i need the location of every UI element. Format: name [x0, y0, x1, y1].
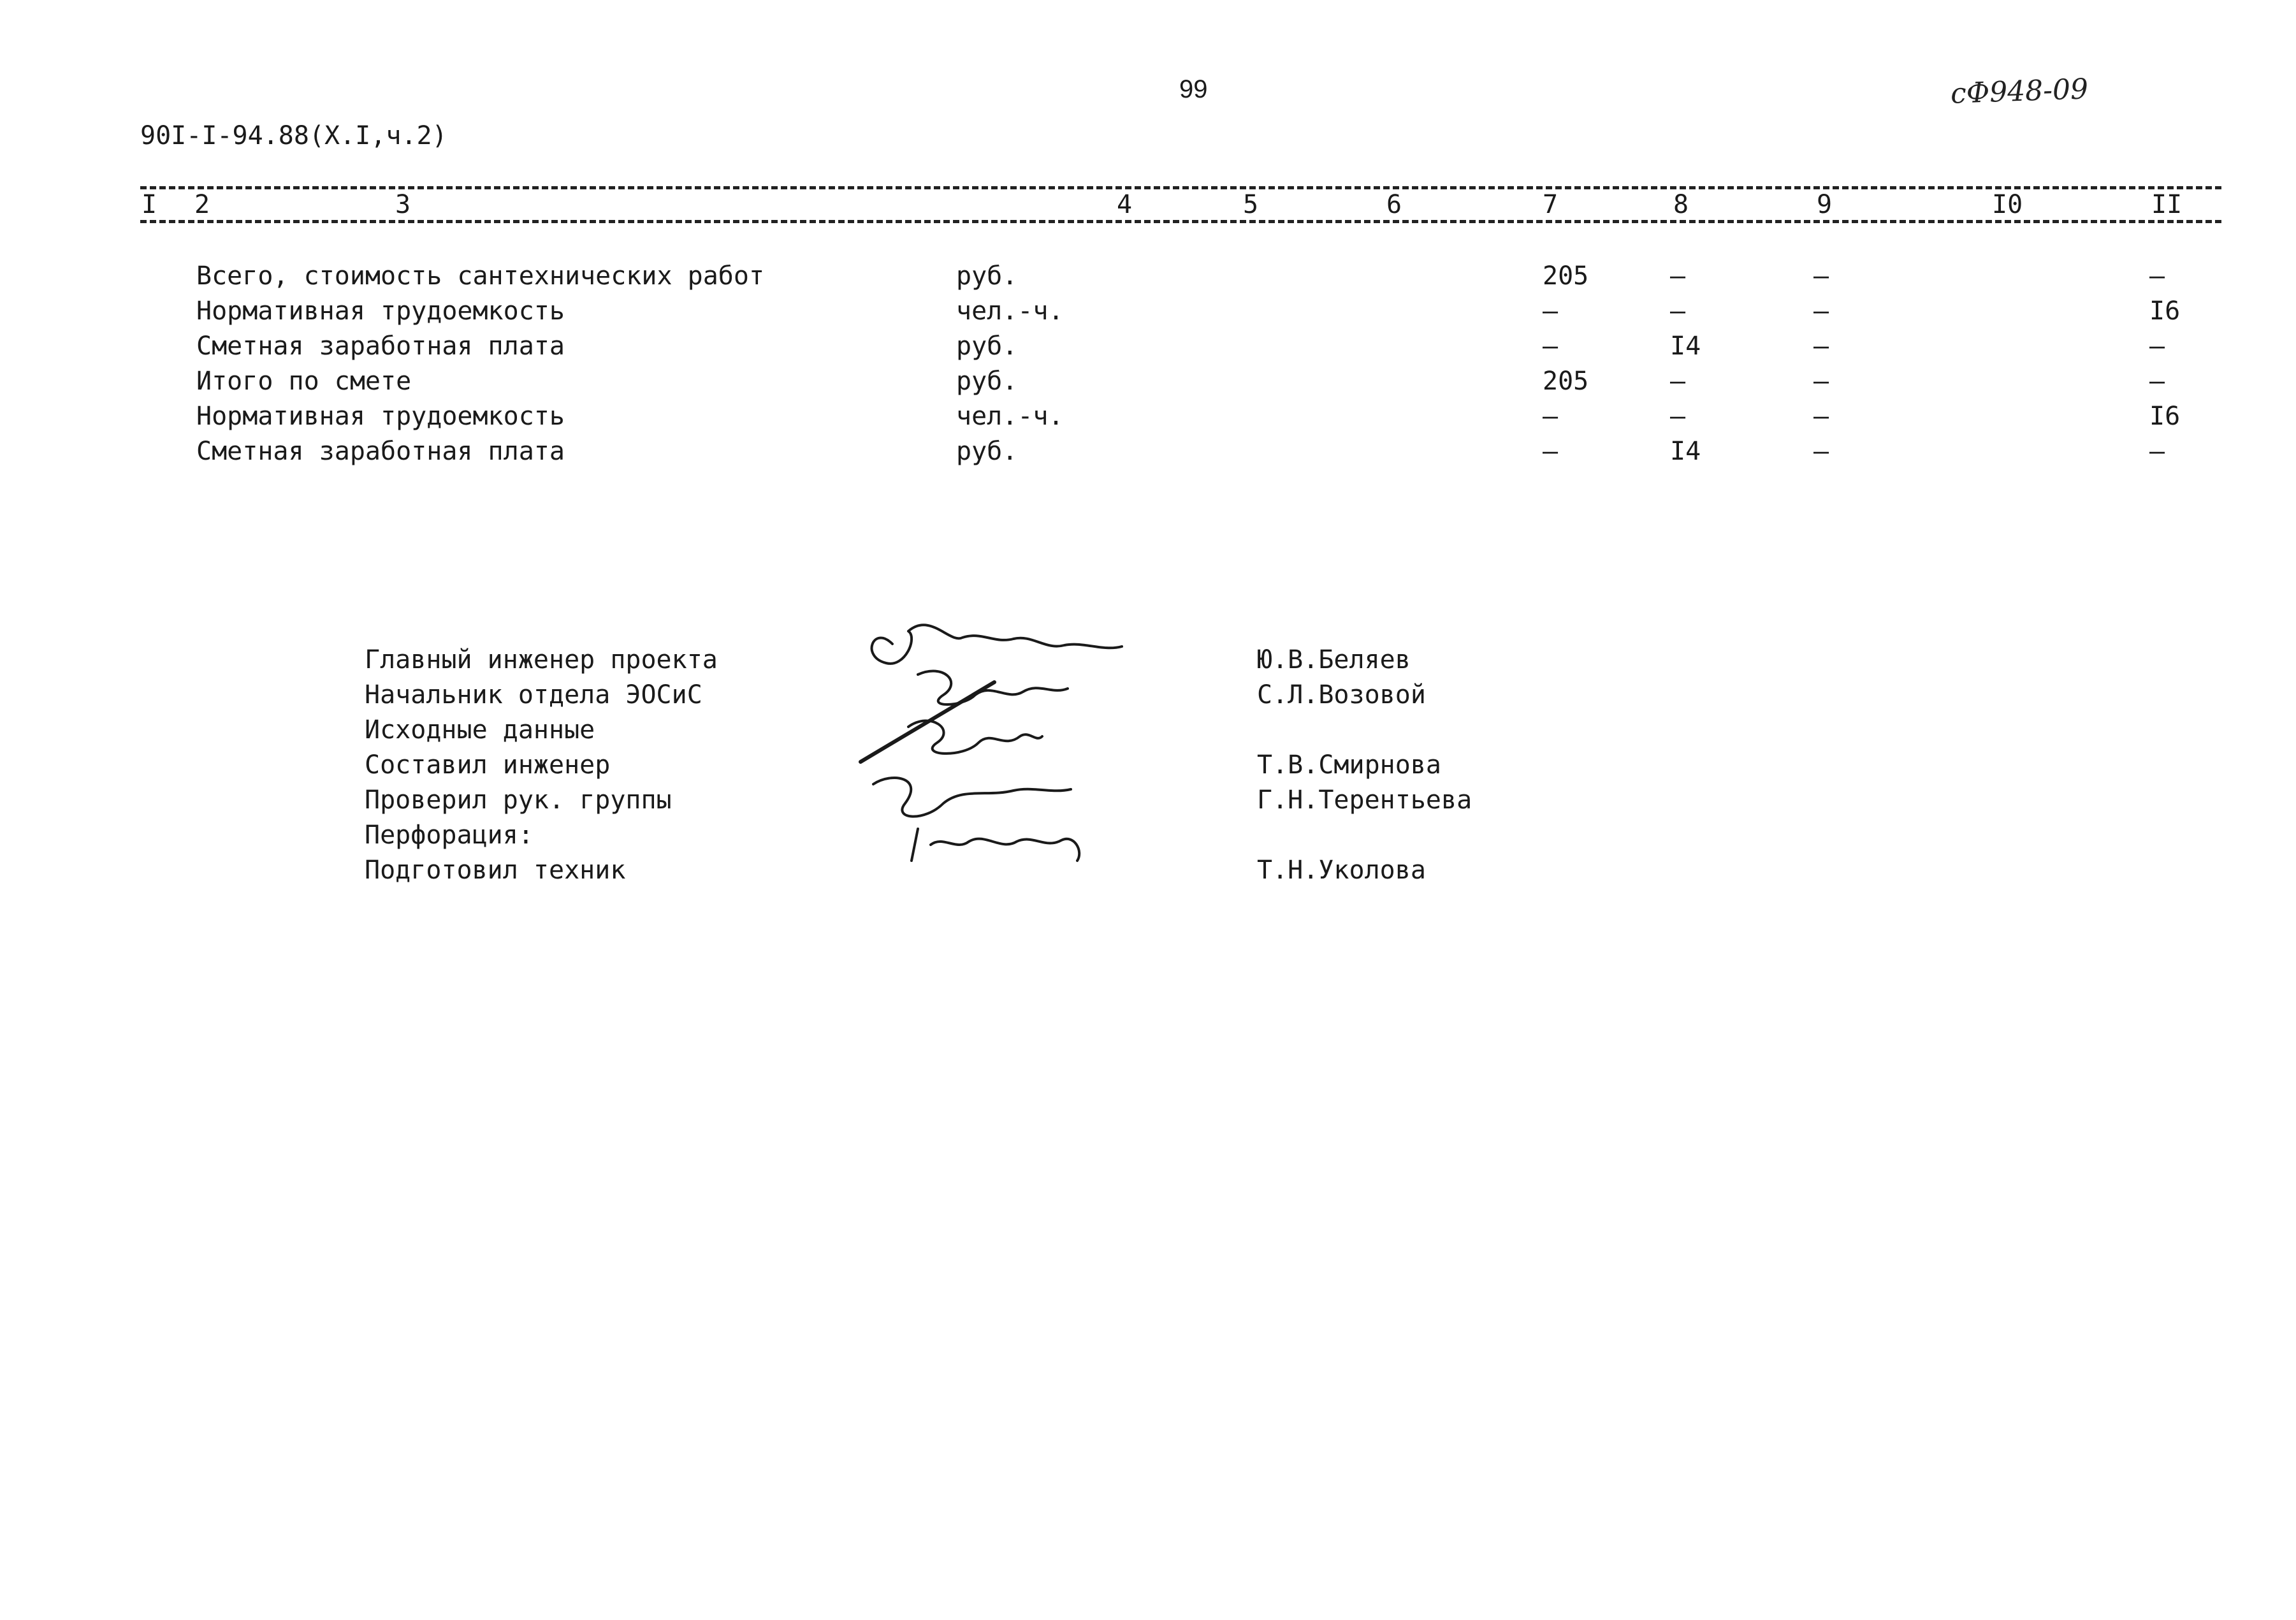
column-number: 5	[1243, 190, 1259, 219]
cell-col9: –	[1813, 367, 1829, 396]
cell-col9: –	[1813, 261, 1829, 291]
signature-initial-data	[908, 720, 1042, 753]
document-code: 90I-I-94.88(X.I,ч.2)	[140, 121, 447, 150]
signoff-names	[1257, 643, 1472, 888]
table-row	[0, 296, 2296, 328]
cell-col7: –	[1543, 296, 1559, 326]
row-label: Сметная заработная плата	[196, 332, 565, 361]
handwritten-signatures	[848, 599, 1179, 893]
cell-col7: –	[1543, 437, 1559, 466]
cell-col8: –	[1670, 261, 1686, 291]
signoff-roles	[365, 643, 718, 888]
person-name	[1257, 713, 1472, 748]
cell-col9: –	[1813, 402, 1829, 431]
column-number: 4	[1117, 190, 1133, 219]
cell-col7: 205	[1543, 261, 1589, 291]
person-name: Ю.В.Беляев	[1257, 645, 1411, 675]
signature-technician	[912, 829, 1079, 861]
cell-col8: –	[1670, 402, 1686, 431]
cell-col7: –	[1543, 332, 1559, 361]
row-unit: чел.-ч.	[956, 296, 1064, 326]
cell-col11: –	[2149, 332, 2165, 361]
person-name	[1257, 818, 1472, 853]
role-label: Исходные данные	[365, 715, 595, 745]
column-number: 8	[1673, 190, 1689, 219]
role-label: Перфорация:	[365, 821, 534, 850]
cell-col11: I6	[2149, 402, 2181, 431]
row-unit: руб.	[956, 332, 1018, 361]
table-row	[0, 402, 2296, 434]
archive-stamp: сФ948-09	[1950, 73, 2089, 110]
header-dash-top	[140, 186, 2221, 189]
signature-chief-engineer	[872, 625, 1122, 664]
row-unit: руб.	[956, 437, 1018, 466]
column-number: 7	[1543, 190, 1559, 219]
table-row	[0, 332, 2296, 363]
row-unit: чел.-ч.	[956, 402, 1064, 431]
signature-department-head	[918, 671, 1068, 704]
cell-col11: –	[2149, 437, 2165, 466]
row-label: Всего, стоимость сантехнических работ	[196, 261, 765, 291]
column-number: I	[142, 190, 157, 219]
column-number: 9	[1817, 190, 1833, 219]
cell-col8: I4	[1670, 332, 1701, 361]
column-number: II	[2151, 190, 2183, 219]
column-number: I0	[1992, 190, 2023, 219]
cell-col9: –	[1813, 296, 1829, 326]
row-unit: руб.	[956, 261, 1018, 291]
role-label: Подготовил техник	[365, 856, 626, 885]
row-label: Итого по смете	[196, 367, 412, 396]
cell-col8: –	[1670, 367, 1686, 396]
page-number: 99	[1179, 75, 1208, 103]
role-label: Начальник отдела ЭОСиС	[365, 680, 702, 710]
table-row	[0, 437, 2296, 469]
person-name: Т.В.Смирнова	[1257, 750, 1441, 780]
cell-col9: –	[1813, 332, 1829, 361]
row-label: Сметная заработная плата	[196, 437, 565, 466]
cell-col7: –	[1543, 402, 1559, 431]
cell-col8: I4	[1670, 437, 1701, 466]
cell-col7: 205	[1543, 367, 1589, 396]
person-name: С.Л.Возовой	[1257, 680, 1426, 710]
header-dash-bottom	[140, 220, 2221, 223]
role-label: Главный инженер проекта	[365, 645, 718, 675]
column-number: 6	[1386, 190, 1402, 219]
cell-col11: I6	[2149, 296, 2181, 326]
cell-col11: –	[2149, 367, 2165, 396]
column-number: 3	[395, 190, 411, 219]
cell-col11: –	[2149, 261, 2165, 291]
row-label: Нормативная трудоемкость	[196, 402, 565, 431]
role-label: Проверил рук. группы	[365, 785, 672, 815]
signature-checker	[873, 778, 1071, 817]
table-row	[0, 261, 2296, 293]
person-name: Г.Н.Терентьева	[1257, 785, 1472, 815]
row-label: Нормативная трудоемкость	[196, 296, 565, 326]
column-number: 2	[194, 190, 210, 219]
person-name: Т.Н.Уколова	[1257, 856, 1426, 885]
row-unit: руб.	[956, 367, 1018, 396]
role-label: Составил инженер	[365, 750, 611, 780]
cell-col8: –	[1670, 296, 1686, 326]
table-row	[0, 367, 2296, 398]
cell-col9: –	[1813, 437, 1829, 466]
